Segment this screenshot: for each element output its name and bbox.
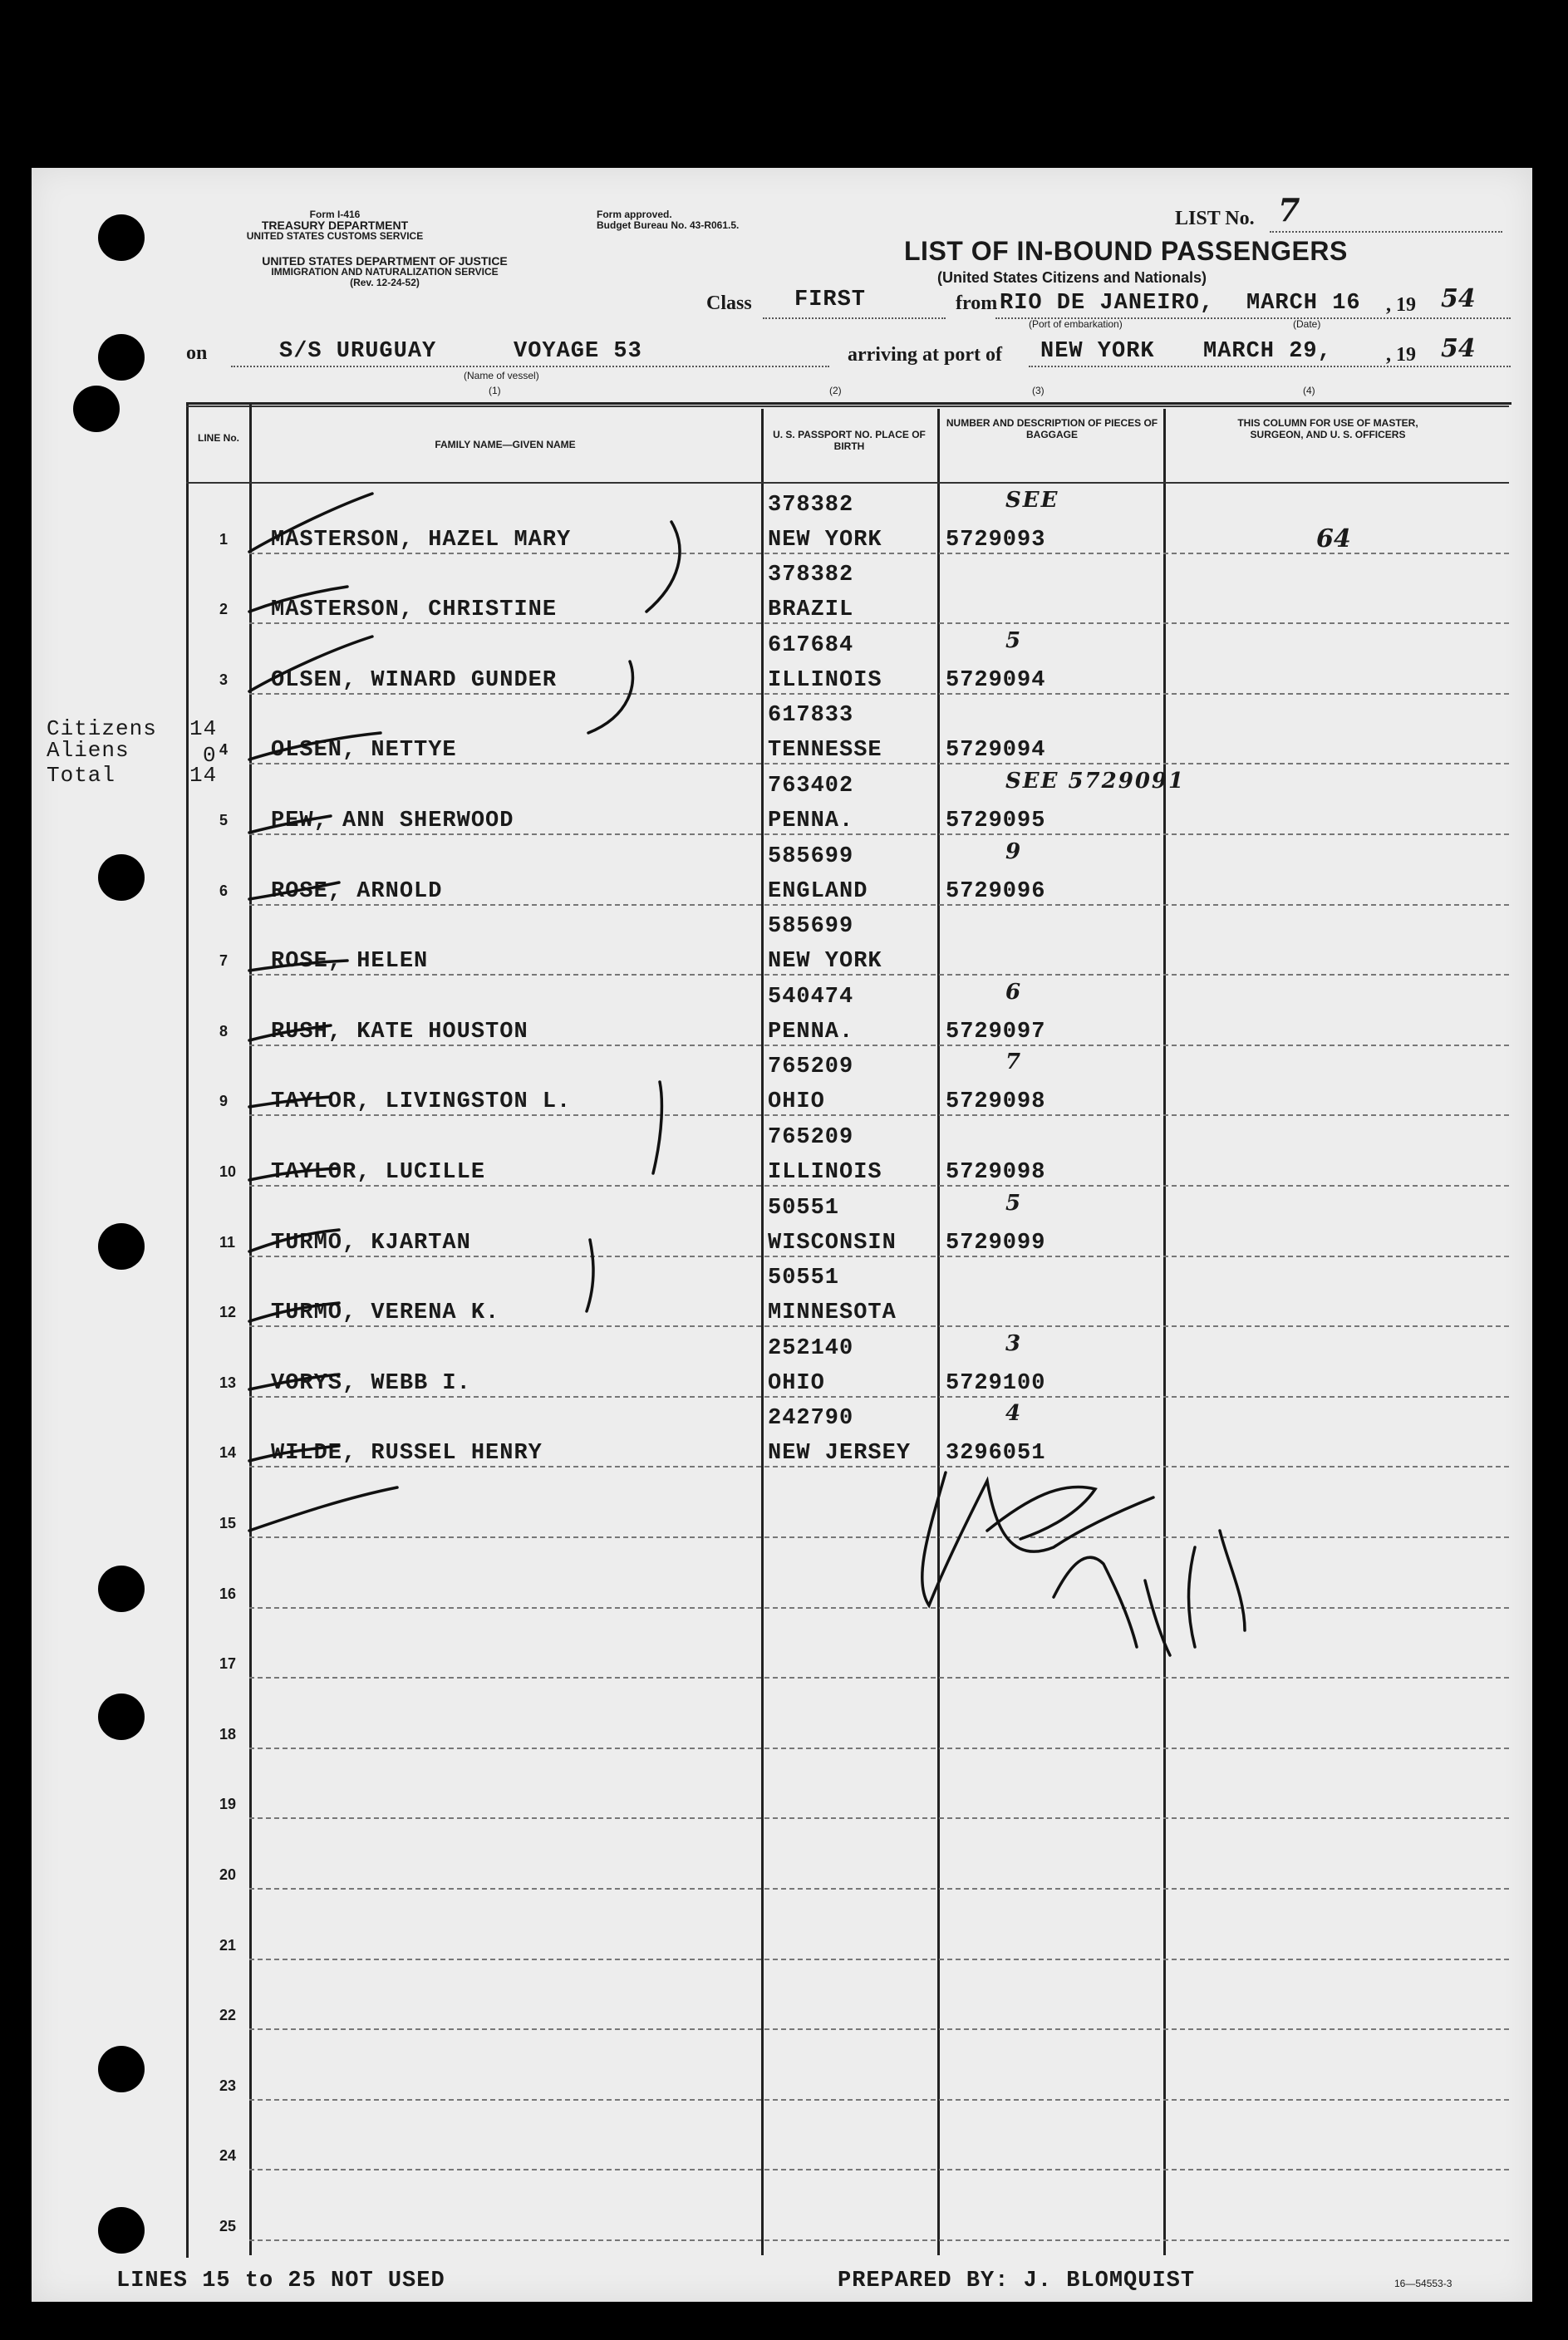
line-number: 14 xyxy=(219,1444,237,1462)
baggage-number: 5729099 xyxy=(946,1230,1046,1256)
passport-number: 242790 xyxy=(768,1406,854,1432)
passport-number: 378382 xyxy=(768,563,854,588)
passenger-name: ROSE, ARNOLD xyxy=(271,878,443,904)
baggage-number: 5729100 xyxy=(946,1370,1046,1396)
place-of-birth: PENNA. xyxy=(768,809,854,833)
passenger-name: PEW, ANN SHERWOOD xyxy=(271,809,514,833)
ins-service: IMMIGRATION AND NATURALIZATION SERVICE xyxy=(271,266,499,278)
vessel-name: S/S URUGUAY xyxy=(279,339,437,364)
col-num-1: (1) xyxy=(489,385,501,396)
baggage-number: 3296051 xyxy=(946,1441,1046,1467)
baggage-handwritten: 5 xyxy=(1005,627,1023,653)
passenger-name: TURMO, KJARTAN xyxy=(271,1230,471,1256)
passenger-name: OLSEN, NETTYE xyxy=(271,738,457,764)
handwritten-marks xyxy=(32,168,1532,2302)
passport-number: 585699 xyxy=(768,914,854,940)
place-of-birth: ILLINOIS xyxy=(768,1160,882,1185)
justice-dept: UNITED STATES DEPARTMENT OF JUSTICE xyxy=(262,254,508,268)
arrival-date: MARCH 29, xyxy=(1203,339,1332,364)
passport-number: 585699 xyxy=(768,843,854,869)
line-number: 15 xyxy=(219,1515,237,1531)
place-of-birth: OHIO xyxy=(768,1370,825,1396)
form-sheet xyxy=(32,168,1532,2302)
margin-total-label: Total xyxy=(47,763,116,788)
passport-number: 765209 xyxy=(768,1054,854,1080)
baggage-handwritten: 6 xyxy=(1005,979,1023,1005)
place-of-birth: ILLINOIS xyxy=(768,667,882,693)
line-number: 4 xyxy=(219,741,229,759)
line-number: 5 xyxy=(219,812,229,828)
margin-total-value: 14 xyxy=(189,763,218,788)
passport-number: 50551 xyxy=(768,1266,840,1291)
place-of-birth: TENNESSE xyxy=(768,738,882,764)
line-number: 25 xyxy=(219,2218,237,2234)
place-of-birth: NEW YORK xyxy=(768,527,882,553)
footer-prepared-by: PREPARED BY: J. BLOMQUIST xyxy=(838,2269,1196,2293)
departure-date: MARCH 16 xyxy=(1246,291,1361,316)
line-number: 6 xyxy=(219,882,229,899)
passport-number: 617684 xyxy=(768,632,854,658)
baggage-number: 5729098 xyxy=(946,1160,1046,1185)
baggage-handwritten: 3 xyxy=(1005,1330,1023,1356)
line-number: 10 xyxy=(219,1163,237,1180)
date-year-prefix: , 19 xyxy=(1386,294,1416,316)
passport-number: 617833 xyxy=(768,703,854,729)
line-number: 19 xyxy=(219,1796,237,1813)
form-number: Form I-416 xyxy=(309,209,361,220)
place-of-birth: OHIO xyxy=(768,1089,825,1115)
baggage-handwritten: SEE 5729091 xyxy=(1005,769,1186,794)
passenger-name: TURMO, VERENA K. xyxy=(271,1300,500,1326)
passport-number: 540474 xyxy=(768,984,854,1010)
baggage-number: 5729097 xyxy=(946,1019,1046,1045)
line-number: 9 xyxy=(219,1093,229,1110)
line-number: 1 xyxy=(219,530,229,548)
treasury-dept: TREASURY DEPARTMENT xyxy=(261,219,409,232)
passenger-name: ROSE, HELEN xyxy=(271,949,429,975)
col-num-2: (2) xyxy=(829,385,842,396)
footer-print-code: 16—54553-3 xyxy=(1394,2278,1452,2289)
baggage-handwritten: 9 xyxy=(1005,838,1023,864)
line-number: 2 xyxy=(219,601,229,618)
line-number: 12 xyxy=(219,1304,237,1321)
customs-service: UNITED STATES CUSTOMS SERVICE xyxy=(246,230,424,242)
passport-number: 50551 xyxy=(768,1195,840,1221)
baggage-number: 5729098 xyxy=(946,1089,1046,1115)
date-caption: (Date) xyxy=(1293,318,1321,330)
line-number: 7 xyxy=(219,952,229,970)
col-header-passport: U. S. PASSPORT NO. PLACE OF BIRTH xyxy=(773,429,926,452)
col-num-4: (4) xyxy=(1303,385,1315,396)
margin-citizens-label: Citizens xyxy=(47,716,157,741)
list-no-label: LIST No. xyxy=(1175,208,1255,229)
baggage-handwritten: 5 xyxy=(1005,1190,1023,1216)
place-of-birth: WISCONSIN xyxy=(768,1230,897,1256)
passport-number: 763402 xyxy=(768,774,854,799)
rev-date: (Rev. 12-24-52) xyxy=(350,277,420,288)
place-of-birth: MINNESOTA xyxy=(768,1300,897,1326)
line-number: 16 xyxy=(219,1585,237,1602)
budget-bureau: Budget Bureau No. 43-R061.5. xyxy=(597,219,740,231)
form-approved: Form approved. xyxy=(597,209,672,220)
baggage-number: 5729094 xyxy=(946,738,1046,764)
passenger-name: TAYLOR, LIVINGSTON L. xyxy=(271,1089,572,1115)
baggage-handwritten: 4 xyxy=(1005,1401,1023,1427)
col-header-baggage: NUMBER AND DESCRIPTION OF PIECES OF BAGGAGE xyxy=(946,417,1158,440)
footer-lines-note: LINES 15 to 25 NOT USED xyxy=(116,2269,445,2293)
passport-number: 765209 xyxy=(768,1125,854,1150)
place-of-birth: PENNA. xyxy=(768,1019,854,1045)
line-number: 3 xyxy=(219,671,229,688)
from-label: from xyxy=(956,292,998,314)
col-num-3: (3) xyxy=(1032,385,1045,396)
baggage-number: 5729095 xyxy=(946,809,1046,833)
passenger-name: TAYLOR, LUCILLE xyxy=(271,1160,486,1185)
passenger-name: VORYS, WEBB I. xyxy=(271,1370,471,1396)
col-header-line-no: LINE No. xyxy=(198,432,239,444)
margin-citizens-value: 14 xyxy=(189,716,218,741)
officer-note: 64 xyxy=(1316,524,1351,553)
passport-number: 252140 xyxy=(768,1335,854,1361)
margin-aliens-label: Aliens xyxy=(47,738,130,763)
place-of-birth: NEW YORK xyxy=(768,949,882,975)
place-of-birth: NEW JERSEY xyxy=(768,1441,912,1467)
line-number: 18 xyxy=(219,1725,237,1743)
line-number: 22 xyxy=(219,2007,237,2024)
margin-aliens-value: 0 xyxy=(203,743,217,768)
arriving-label: arriving at port of xyxy=(848,344,1002,366)
passenger-name: MASTERSON, HAZEL MARY xyxy=(271,527,572,553)
place-of-birth: BRAZIL xyxy=(768,597,854,623)
line-number: 23 xyxy=(219,2077,237,2094)
date-year: 54 xyxy=(1441,284,1476,313)
voyage-number: VOYAGE 53 xyxy=(514,339,642,364)
baggage-number: 5729093 xyxy=(946,527,1046,553)
arrival-port: NEW YORK xyxy=(1040,339,1155,364)
baggage-handwritten: 7 xyxy=(1005,1050,1023,1075)
passenger-name: OLSEN, WINARD GUNDER xyxy=(271,667,558,693)
line-number: 24 xyxy=(219,2147,237,2165)
from-caption: (Port of embarkation) xyxy=(1029,318,1123,330)
arrival-year: 54 xyxy=(1441,334,1476,363)
place-of-birth: ENGLAND xyxy=(768,878,868,904)
baggage-handwritten: SEE xyxy=(1005,487,1059,513)
on-label: on xyxy=(186,342,208,364)
class-value: FIRST xyxy=(794,288,867,312)
line-number: 13 xyxy=(219,1374,237,1391)
line-number: 17 xyxy=(219,1655,237,1673)
page-subtitle: (United States Citizens and Nationals) xyxy=(937,269,1207,286)
line-number: 11 xyxy=(219,1233,236,1251)
vessel-caption: (Name of vessel) xyxy=(464,370,539,381)
line-number: 20 xyxy=(219,1866,237,1883)
list-no-value: 7 xyxy=(1278,191,1300,229)
from-value: RIO DE JANEIRO, xyxy=(1000,291,1215,316)
col-header-officers: THIS COLUMN FOR USE OF MASTER, SURGEON, AND U. S. OFFICERS xyxy=(1237,417,1418,440)
passenger-name: WILDE, RUSSEL HENRY xyxy=(271,1441,543,1467)
page-title: LIST OF IN-BOUND PASSENGERS xyxy=(904,236,1348,266)
class-label: Class xyxy=(706,292,752,314)
passport-number: 378382 xyxy=(768,492,854,518)
passenger-name: RUSH, KATE HOUSTON xyxy=(271,1019,528,1045)
baggage-number: 5729096 xyxy=(946,878,1046,904)
line-number: 21 xyxy=(219,1936,237,1954)
line-number: 8 xyxy=(219,1022,229,1040)
baggage-number: 5729094 xyxy=(946,667,1046,693)
arrival-year-prefix: , 19 xyxy=(1386,344,1416,366)
passenger-name: MASTERSON, CHRISTINE xyxy=(271,597,558,623)
col-header-name: FAMILY NAME—GIVEN NAME xyxy=(435,439,576,450)
